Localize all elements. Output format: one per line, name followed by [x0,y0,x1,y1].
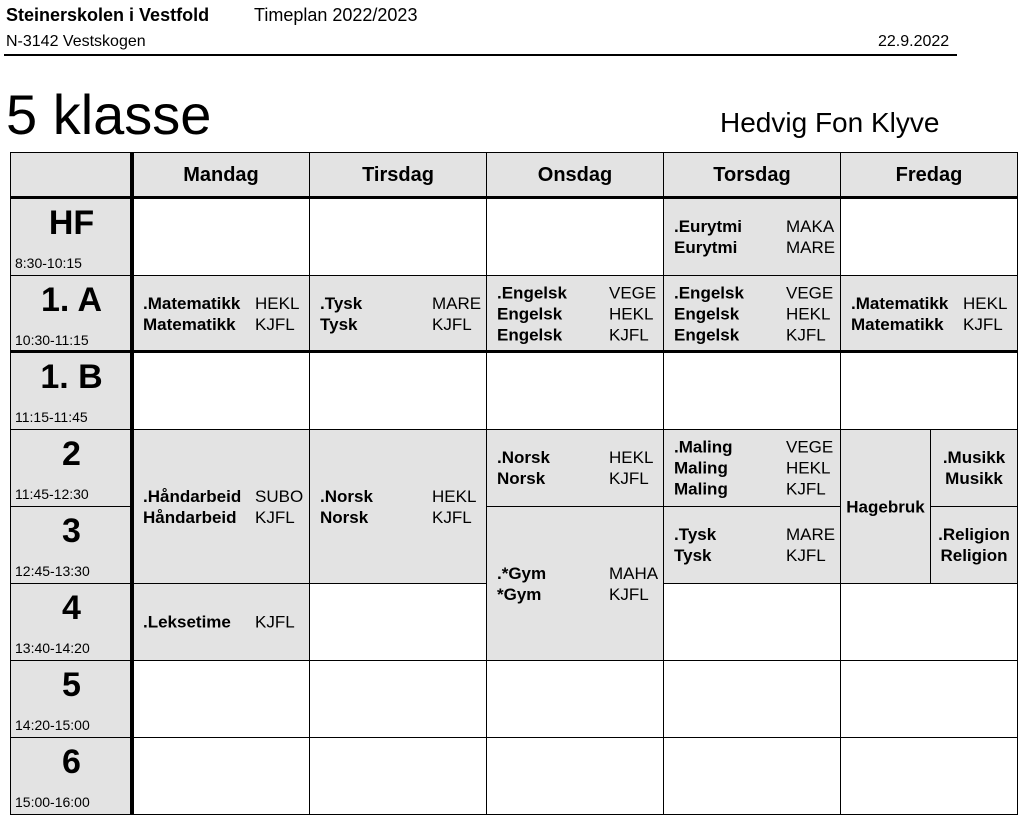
lesson-line [133,486,309,507]
empty-slot [486,352,664,430]
lesson-cell [132,583,310,661]
lesson-teacher: KJFL [255,612,295,632]
lesson-cell [663,429,841,507]
period-time: 11:45-12:30 [15,486,89,502]
lesson-subject: Engelsk [497,304,563,324]
lesson-teacher: VEGE [786,283,834,303]
period-time: 11:15-11:45 [15,409,88,425]
lesson-line [487,447,663,468]
lesson-line [664,524,840,545]
lesson-teacher: KJFL [609,584,649,604]
lesson-teacher: KJFL [255,507,295,527]
lesson-cell [132,275,310,353]
lesson-subject: .Norsk [320,486,373,506]
lesson-cell [486,275,664,353]
lesson-subject: .Engelsk [497,283,567,303]
lesson-line [310,486,486,507]
lesson-subject: Eurytmi [674,238,738,257]
lesson-line [664,283,840,304]
period-cell [10,737,133,815]
lesson-subject: .Eurytmi [674,217,743,236]
lesson-teacher: KJFL [786,325,826,345]
school-address: N-3142 Vestskogen [6,33,146,50]
lesson-line [310,293,486,314]
lesson-lines [133,486,309,528]
lesson-lines [664,283,840,346]
lesson-line [133,293,309,314]
lesson-subject: Maling [674,458,728,478]
empty-slot [840,660,1018,738]
lesson-subject: *Gym [497,584,542,604]
lesson-line [310,507,486,528]
lesson-line [133,507,309,528]
empty-slot [840,198,1018,276]
lesson-line [664,325,840,346]
lesson-line [487,563,663,584]
period-name: 3 [62,512,81,550]
lesson-teacher: HEKL [609,448,654,467]
lesson-teacher: HEKL [255,294,300,313]
lesson-subject: .Norsk [497,448,550,467]
period-cell [10,198,133,276]
lesson-teacher: HEKL [786,458,831,478]
lesson-subject: .Tysk [674,525,717,544]
class-title: 5 klasse [6,83,212,146]
lesson-teacher: HEKL [963,294,1008,313]
period-name: 1. B [40,358,103,396]
lesson-cell [663,506,841,584]
lesson-line [664,437,840,458]
school-name: Steinerskolen i Vestfold [6,5,210,25]
lesson-teacher: HEKL [786,304,831,324]
lesson-line [310,314,486,335]
lesson-cell [132,429,310,584]
lesson-lines [487,563,663,605]
lesson-teacher: KJFL [786,546,826,565]
empty-slot [840,352,1018,430]
empty-slot [840,583,1018,661]
empty-slot [309,352,487,430]
empty-slot [663,583,841,661]
period-cell [10,660,133,738]
lesson-teacher: VEGE [609,283,657,303]
period-name: 6 [62,743,81,781]
lesson-teacher: HEKL [609,304,654,324]
period-cell [10,275,133,353]
lesson-subject: .Leksetime [143,612,231,632]
lesson-lines [841,293,1017,335]
lesson-subject: Musikk [945,469,1003,488]
lesson-cell [486,429,664,507]
lesson-cell [840,429,931,584]
lesson-lines [133,612,309,633]
lesson-cell [663,198,841,276]
empty-slot [132,352,310,430]
period-cell [10,506,133,584]
empty-slot [663,737,841,815]
lesson-line [664,479,840,500]
lesson-cell [930,429,1018,507]
lesson-teacher: MARE [786,238,836,257]
lesson-teacher: KJFL [786,479,826,499]
lesson-teacher: KJFL [609,469,649,488]
lesson-teacher: MARE [432,294,482,313]
lesson-subject: .Matematikk [851,294,949,313]
lesson-subject: Tysk [320,315,358,334]
lesson-cell [309,429,487,584]
lesson-teacher: KJFL [609,325,649,345]
empty-slot [132,737,310,815]
lesson-musikk [931,447,1017,489]
empty-slot [486,737,664,815]
lesson-line [487,325,663,346]
period-cell [10,352,133,430]
lesson-line [133,314,309,335]
lesson-teacher: MAHA [609,563,659,583]
lesson-line [487,304,663,325]
lesson-line [664,237,840,258]
empty-slot [663,660,841,738]
lesson-line [487,584,663,605]
period-time: 10:30-11:15 [15,332,89,348]
lesson-line [664,216,840,237]
lesson-subject: Norsk [497,469,546,488]
lesson-line [841,293,1017,314]
lesson-subject: Maling [674,479,728,499]
lesson-cell [840,275,1018,353]
lesson-teacher: KJFL [255,315,295,334]
empty-slot [132,660,310,738]
lesson-cell [486,506,664,661]
lesson-line [664,458,840,479]
day-header: Onsdag [486,152,664,199]
lesson-cell [663,275,841,353]
class-teacher: Hedvig Fon Klyve [720,107,940,138]
print-date: 22.9.2022 [878,33,950,50]
lesson-subject: Engelsk [497,325,563,345]
lesson-teacher: HEKL [432,486,477,506]
lesson-teacher: KJFL [432,315,472,334]
lesson-subject: .Maling [674,437,733,457]
empty-slot [840,737,1018,815]
lesson-subject: Norsk [320,507,369,527]
lesson-lines [310,293,486,335]
period-time: 8:30-10:15 [15,255,82,271]
header-divider [4,54,957,56]
empty-slot [486,198,664,276]
period-time: 12:45-13:30 [15,563,90,579]
period-name: 5 [62,666,81,704]
empty-slot [486,660,664,738]
period-cell [10,429,133,507]
plan-title: Timeplan 2022/2023 [254,5,418,25]
lesson-cell [309,275,487,353]
period-time: 15:00-16:00 [15,794,90,810]
lesson-lines [664,437,840,500]
lesson-subject: Matematikk [851,315,944,334]
lesson-subject: Engelsk [674,325,740,345]
lesson-subject: .Håndarbeid [143,486,242,506]
period-time: 14:20-15:00 [15,717,90,733]
day-header: Fredag [840,152,1018,199]
lesson-teacher: KJFL [432,507,472,527]
period-name: 2 [62,435,81,473]
day-header: Tirsdag [309,152,487,199]
header-row-rule [10,196,1018,199]
period-name: 1. A [40,281,103,319]
lesson-teacher: MAKA [786,217,835,236]
lesson-subject: .Tysk [320,294,363,313]
empty-slot [132,198,310,276]
period-cell [10,583,133,661]
empty-slot [309,660,487,738]
period-name: 4 [62,589,81,627]
lesson-subject: .*Gym [497,563,547,583]
period-name: HF [48,204,95,242]
empty-slot [663,352,841,430]
lesson-lines [487,283,663,346]
lesson-subject: Håndarbeid [143,507,237,527]
lesson-line [133,612,309,633]
lesson-line [664,304,840,325]
lesson-hagebruk [841,496,930,517]
empty-slot [309,198,487,276]
lesson-lines [487,447,663,489]
midday-rule [10,350,1018,353]
lesson-line [487,468,663,489]
lesson-subject: .Religion [938,525,1010,544]
lesson-teacher: KJFL [963,315,1003,334]
lesson-cell [930,506,1018,584]
lesson-subject: .Engelsk [674,283,744,303]
lesson-subject: Matematikk [143,315,236,334]
lesson-teacher: SUBO [255,486,304,506]
lesson-teacher: MARE [786,525,836,544]
lesson-lines [133,293,309,335]
day-header: Mandag [132,152,310,199]
lesson-religion [931,524,1017,566]
empty-slot [309,583,487,661]
lesson-line [664,545,840,566]
lesson-subject: Tysk [674,546,712,565]
lesson-lines [664,216,840,258]
day-header: Torsdag [663,152,841,199]
lesson-subject: Religion [940,546,1008,565]
lesson-teacher: VEGE [786,437,834,457]
lesson-line [841,314,1017,335]
lesson-subject: Hagebruk [846,497,925,516]
lesson-subject: .Musikk [942,448,1006,467]
empty-slot [309,737,487,815]
period-column-rule [130,152,134,815]
lesson-line [487,283,663,304]
period-time: 13:40-14:20 [15,640,90,656]
lesson-lines [664,524,840,566]
lesson-subject: .Matematikk [143,294,241,313]
lesson-lines [310,486,486,528]
corner-cell [10,152,133,199]
lesson-subject: Engelsk [674,304,740,324]
